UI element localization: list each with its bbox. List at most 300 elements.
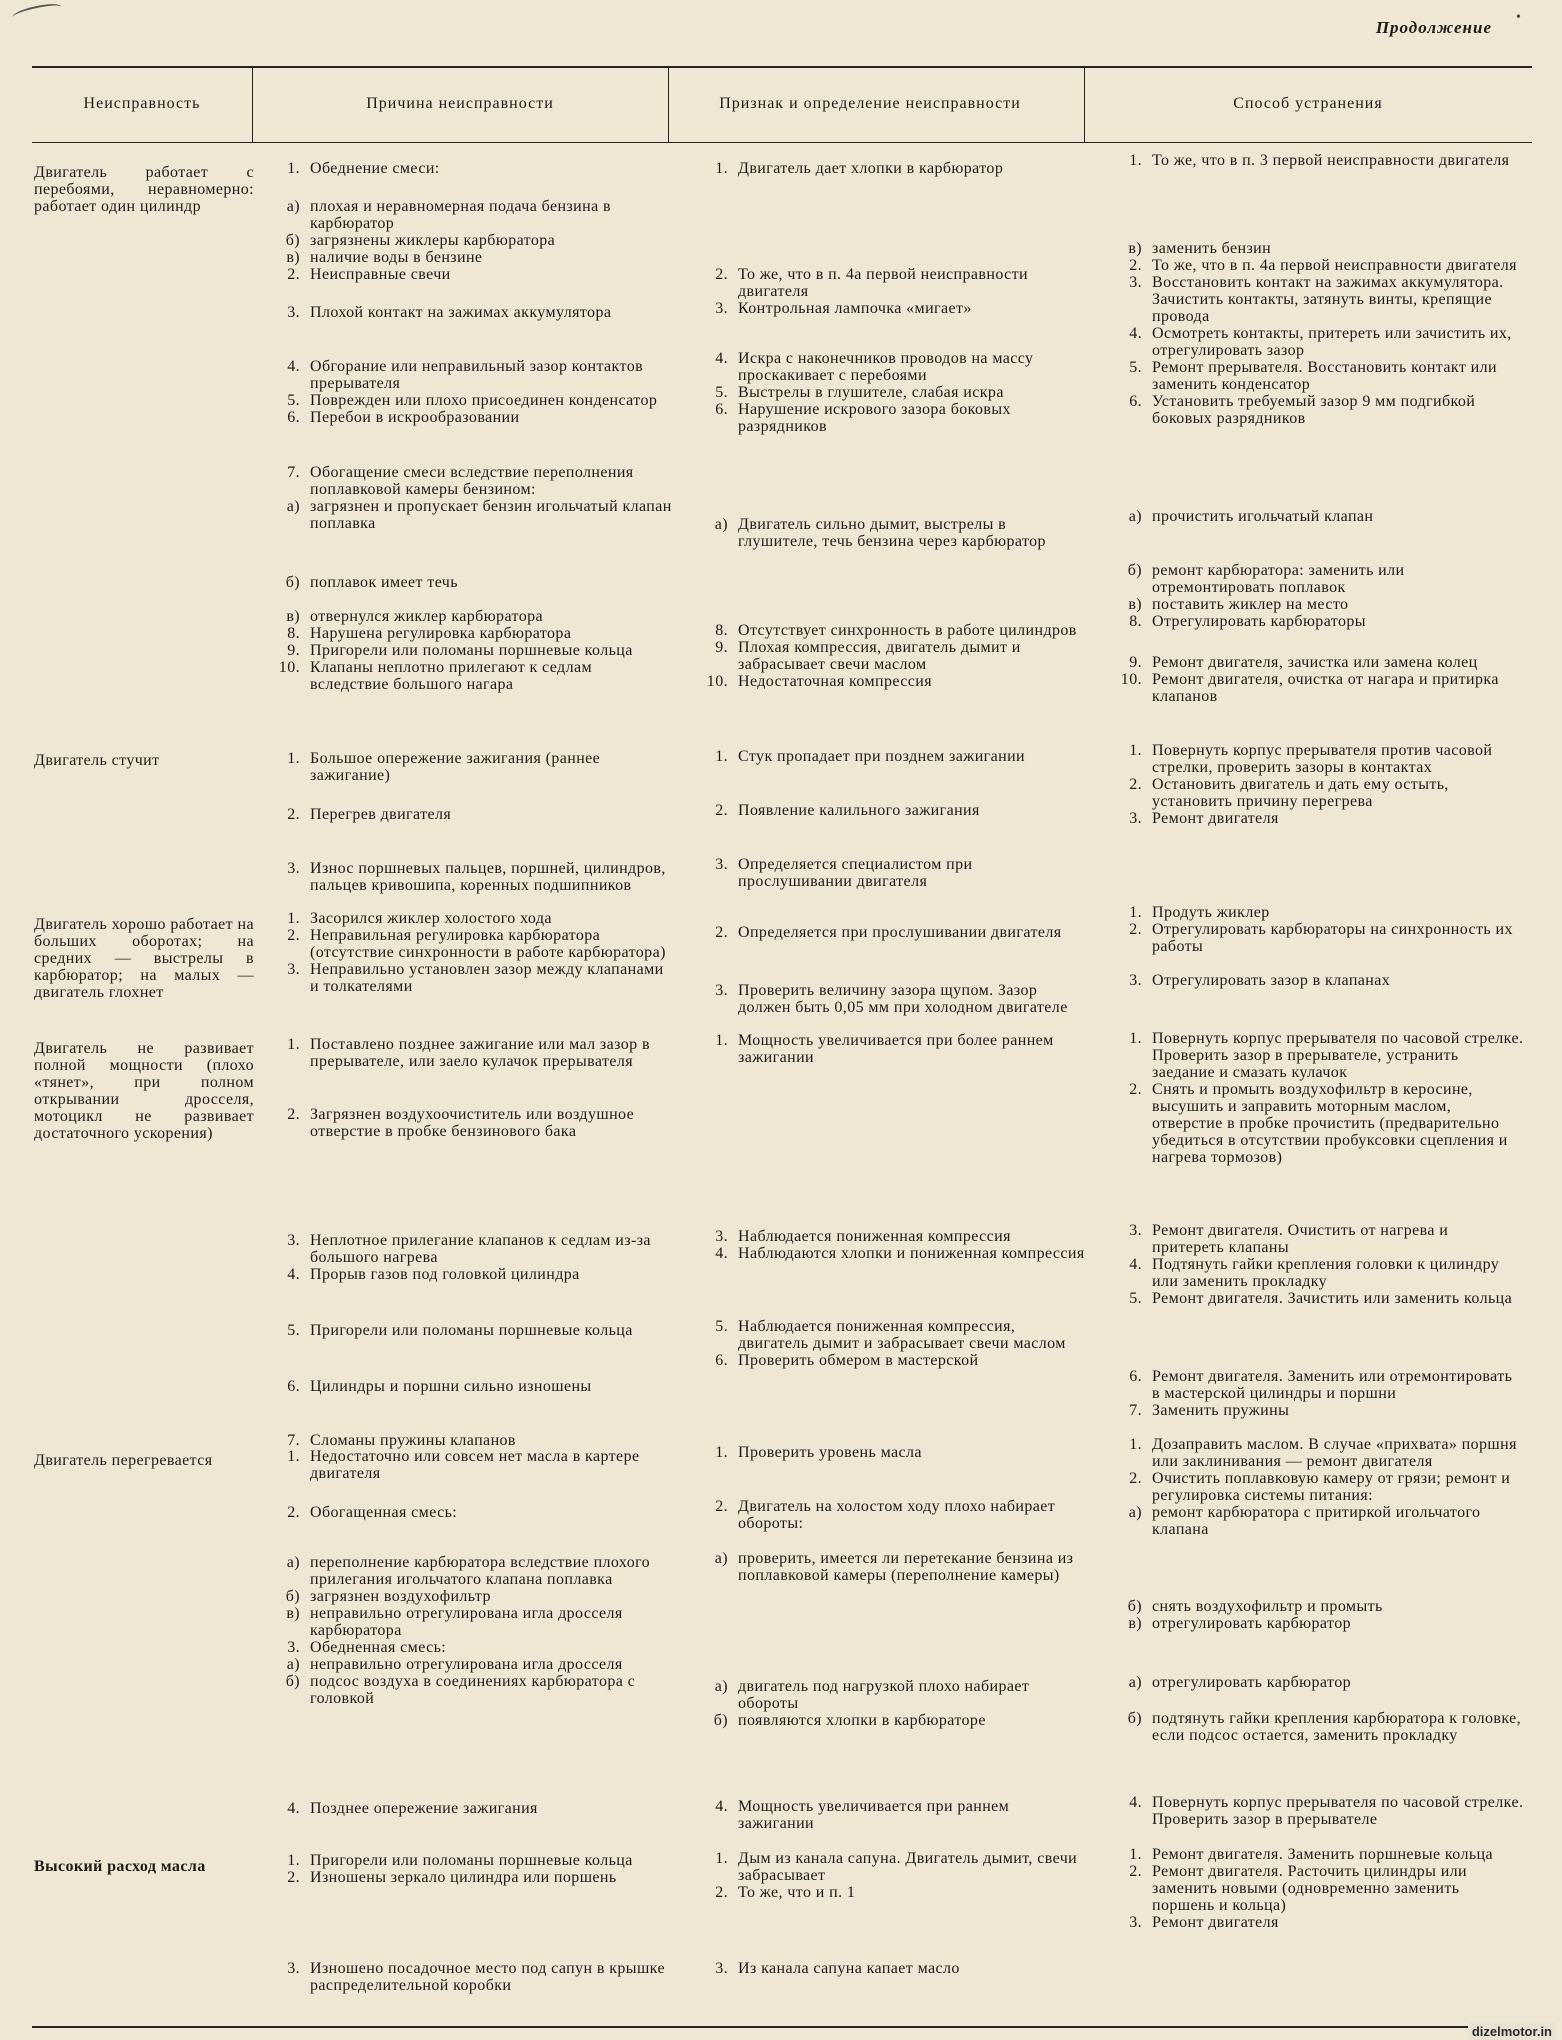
item-text: Нарушение искрового зазора боковых разрядников xyxy=(738,401,1011,435)
item-text: Выстрелы в глушителе, слабая искра xyxy=(738,384,1004,401)
item-number: 3. xyxy=(287,1960,300,1977)
cause-item xyxy=(262,806,674,823)
item-number: 2. xyxy=(715,924,728,941)
item-number: 1. xyxy=(1129,1846,1142,1863)
sign-item xyxy=(690,160,1088,177)
item-text: Позднее опережение зажигания xyxy=(310,1800,538,1817)
item-number: а) xyxy=(714,1550,728,1567)
cause-item xyxy=(262,1639,674,1656)
sign-cell xyxy=(690,350,1088,435)
cause-item xyxy=(262,750,674,784)
cause-item xyxy=(262,1869,674,1886)
cause-item xyxy=(262,1322,674,1339)
item-text: Перебои в искрообразовании xyxy=(310,409,520,426)
item-text: Ремонт двигателя. Расточить цилиндры или заменить новыми (одновременно заменить поршень и кольца) xyxy=(1152,1863,1468,1914)
item-text: Стук пропадает при позднем зажигании xyxy=(738,748,1026,765)
item-text: Ремонт двигателя, зачистка или замена колец xyxy=(1152,654,1478,671)
cause-item xyxy=(262,1673,674,1707)
cause-cell xyxy=(262,1554,674,1707)
cause-item xyxy=(262,1036,674,1070)
item-text: Наблюдается пониженная компрессия xyxy=(738,1228,1011,1245)
cause-item xyxy=(262,266,674,283)
fault-text: Двигатель работает с перебоями, неравномерно: работает один цилиндр xyxy=(34,164,254,215)
fix-item xyxy=(1104,1402,1524,1419)
item-text: Сломаны пружины клапанов xyxy=(310,1432,516,1449)
fix-item xyxy=(1104,1030,1524,1081)
sign-cell xyxy=(690,924,1088,941)
item-text: Плохая компрессия, двигатель дымит и забрасывает свечи маслом xyxy=(738,639,1021,673)
item-number: 1. xyxy=(1129,1030,1142,1047)
item-number: 1. xyxy=(1129,742,1142,759)
cause-item xyxy=(262,1605,674,1639)
sign-item xyxy=(690,639,1088,673)
item-number: 3. xyxy=(715,856,728,873)
cause-item xyxy=(262,1232,674,1266)
item-text: Большое опережение зажигания (раннее зажигание) xyxy=(310,750,601,784)
item-number: 1. xyxy=(287,910,300,927)
item-number: 1. xyxy=(287,1448,300,1465)
fix-item xyxy=(1104,613,1524,630)
cause-cell xyxy=(262,358,674,426)
fix-item xyxy=(1104,325,1524,359)
item-number: 1. xyxy=(1129,1436,1142,1453)
item-text: Определяется при прослушивании двигателя xyxy=(738,924,1062,941)
fix-item xyxy=(1104,921,1524,955)
fix-item xyxy=(1104,1504,1524,1538)
item-text: Очистить поплавковую камеру от грязи; ремонт и регулировка системы питания: xyxy=(1152,1470,1511,1504)
sign-item xyxy=(690,1228,1088,1245)
fix-cell xyxy=(1104,1674,1524,1691)
item-text: подтянуть гайки крепления карбюратора к головке, если подсос остается, заменить прокладку xyxy=(1152,1710,1522,1744)
cause-cell xyxy=(262,1504,674,1521)
fix-cell xyxy=(1104,654,1524,705)
cause-cell xyxy=(262,1432,674,1449)
item-text: Двигатель сильно дымит, выстрелы в глушителе, течь бензина через карбюратор xyxy=(738,516,1046,550)
item-number: 6. xyxy=(1129,393,1142,410)
cause-item xyxy=(262,198,674,232)
cause-item xyxy=(262,1378,674,1395)
item-text: Поврежден или плохо присоединен конденсатор xyxy=(310,392,658,409)
sign-item xyxy=(690,350,1088,384)
fault-cell xyxy=(34,1040,254,1142)
fix-item xyxy=(1104,1436,1524,1470)
fix-cell xyxy=(1104,508,1524,525)
fix-cell xyxy=(1104,1598,1524,1632)
item-text: Подтянуть гайки крепления головки к цилиндру или заменить прокладку xyxy=(1152,1256,1500,1290)
item-number: 5. xyxy=(287,392,300,409)
item-number: 3. xyxy=(287,961,300,978)
item-number: 9. xyxy=(715,639,728,656)
item-text: заменить бензин xyxy=(1152,240,1272,257)
item-number: 3. xyxy=(715,1960,728,1977)
fault-cell xyxy=(34,752,254,769)
item-number: 4. xyxy=(1129,325,1142,342)
item-text: Ремонт двигателя. Заменить или отремонтировать в мастерской цилиндры и поршни xyxy=(1152,1368,1513,1402)
item-text: снять воздухофильтр и промыть xyxy=(1152,1598,1383,1615)
item-number: 2. xyxy=(1129,921,1142,938)
item-number: 3. xyxy=(287,1639,300,1656)
fault-text: Высокий расход масла xyxy=(34,1858,206,1875)
item-number: 2. xyxy=(287,1504,300,1521)
item-number: б) xyxy=(285,1588,300,1605)
item-text: Неправильно установлен зазор между клапанами и толкателями xyxy=(310,961,664,995)
item-number: в) xyxy=(286,249,300,266)
sign-item xyxy=(690,266,1088,300)
cause-item xyxy=(262,574,674,591)
fix-cell xyxy=(1104,240,1524,427)
fix-item xyxy=(1104,1863,1524,1914)
item-text: ремонт карбюратора: заменить или отремонтировать поплавок xyxy=(1152,562,1405,596)
item-number: 2. xyxy=(715,1498,728,1515)
item-number: в) xyxy=(1128,596,1142,613)
item-text: Отсутствует синхронность в работе цилиндров xyxy=(738,622,1077,639)
sign-cell xyxy=(690,1032,1088,1066)
item-text: Пригорели или поломаны поршневые кольца xyxy=(310,1852,633,1869)
sign-cell xyxy=(690,1960,1088,1977)
cause-item xyxy=(262,160,674,177)
cause-cell xyxy=(262,1852,674,1886)
item-text: То же, что и п. 1 xyxy=(738,1884,856,1901)
item-number: 1. xyxy=(287,750,300,767)
sign-item xyxy=(690,856,1088,890)
item-text: Изношено посадочное место под сапун в крышке распределительной коробки xyxy=(310,1960,665,1994)
fix-item xyxy=(1104,596,1524,613)
item-text: Появление калильного зажигания xyxy=(738,802,980,819)
item-number: 9. xyxy=(287,642,300,659)
cause-item xyxy=(262,358,674,392)
sign-item xyxy=(690,1444,1088,1461)
cause-item xyxy=(262,1588,674,1605)
item-number: 6. xyxy=(1129,1368,1142,1385)
fix-cell xyxy=(1104,972,1524,989)
sign-item xyxy=(690,384,1088,401)
item-text: Контрольная лампочка «мигает» xyxy=(738,300,972,317)
sign-item xyxy=(690,673,1088,690)
fix-item xyxy=(1104,1222,1524,1256)
fault-cell xyxy=(34,1452,254,1469)
fix-cell xyxy=(1104,1368,1524,1419)
sign-item xyxy=(690,982,1088,1016)
item-text: Остановить двигатель и дать ему остыть, установить причину перегрева xyxy=(1152,776,1449,810)
cause-item xyxy=(262,464,674,498)
item-text: Отрегулировать карбюраторы xyxy=(1152,613,1366,630)
item-number: в) xyxy=(1128,240,1142,257)
item-text: загрязнен воздухофильтр xyxy=(310,1588,491,1605)
sign-cell xyxy=(690,160,1088,177)
fix-item xyxy=(1104,1081,1524,1166)
item-text: Изношены зеркало цилиндра или поршень xyxy=(310,1869,617,1886)
item-text: Повернуть корпус прерывателя по часовой стрелке. Проверить зазор в прерывателе, устранить заедание и смазать кулачок xyxy=(1152,1030,1524,1081)
item-text: Перегрев двигателя xyxy=(310,806,452,823)
column-divider-2 xyxy=(668,66,669,142)
item-text: ремонт карбюратора с притиркой игольчатого клапана xyxy=(1152,1504,1481,1538)
header-sign: Признак и определение неисправности xyxy=(719,95,1021,113)
item-text: Ремонт двигателя xyxy=(1152,810,1279,827)
cause-item xyxy=(262,1504,674,1521)
cause-item xyxy=(262,910,674,927)
fix-item xyxy=(1104,393,1524,427)
item-number: 7. xyxy=(1129,1402,1142,1419)
item-text: неправильно отрегулирована игла дросселя xyxy=(310,1656,623,1673)
sign-cell xyxy=(690,748,1088,765)
item-text: Дым из канала сапуна. Двигатель дымит, свечи забрасывает xyxy=(738,1850,1078,1884)
item-number: а) xyxy=(1128,1504,1142,1521)
sign-cell xyxy=(690,1498,1088,1532)
item-number: 1. xyxy=(287,1036,300,1053)
fix-item xyxy=(1104,1674,1524,1691)
sign-cell xyxy=(690,1678,1088,1729)
item-text: Отрегулировать карбюраторы на синхронность их работы xyxy=(1152,921,1513,955)
item-text: Двигатель дает хлопки в карбюратор xyxy=(738,160,1004,177)
item-text: поставить жиклер на место xyxy=(1152,596,1349,613)
item-text: Обгорание или неправильный зазор контактов прерывателя xyxy=(310,358,644,392)
item-number: 5. xyxy=(287,1322,300,1339)
item-text: Повернуть корпус прерывателя против часовой стрелки, проверить зазоры в контактах xyxy=(1152,742,1493,776)
cause-item xyxy=(262,1852,674,1869)
fix-item xyxy=(1104,152,1524,169)
item-number: 3. xyxy=(715,1228,728,1245)
fix-cell xyxy=(1104,1436,1524,1538)
fix-item xyxy=(1104,1470,1524,1504)
fix-cell xyxy=(1104,1030,1524,1166)
fault-cell xyxy=(34,916,254,1001)
sign-item xyxy=(690,1678,1088,1712)
fix-item xyxy=(1104,1615,1524,1632)
scan-corner-mark xyxy=(11,1,62,23)
item-number: в) xyxy=(1128,1615,1142,1632)
item-number: 4. xyxy=(287,358,300,375)
cause-cell xyxy=(262,160,674,177)
sign-cell xyxy=(690,1850,1088,1901)
sign-item xyxy=(690,401,1088,435)
sign-cell xyxy=(690,1798,1088,1832)
item-text: Наблюдается пониженная компрессия, двигатель дымит и забрасывает свечи маслом xyxy=(738,1318,1066,1352)
sign-item xyxy=(690,1032,1088,1066)
item-number: а) xyxy=(286,498,300,515)
item-text: Пригорели или поломаны поршневые кольца xyxy=(310,1322,633,1339)
item-text: Плохой контакт на зажимах аккумулятора xyxy=(310,304,612,321)
sign-cell xyxy=(690,1444,1088,1461)
item-number: 3. xyxy=(1129,274,1142,291)
fix-item xyxy=(1104,654,1524,671)
cause-cell xyxy=(262,1960,674,1994)
fault-text: Двигатель стучит xyxy=(34,752,160,769)
item-number: 3. xyxy=(715,300,728,317)
item-text: То же, что в п. 4а первой неисправности двигателя xyxy=(738,266,1028,300)
item-text: Искра с наконечников проводов на массу проскакивает с перебоями xyxy=(738,350,1034,384)
sign-item xyxy=(690,1352,1088,1369)
fix-cell xyxy=(1104,152,1524,169)
fault-cell xyxy=(34,1858,254,1875)
fix-item xyxy=(1104,240,1524,257)
item-text: То же, что в п. 4а первой неисправности двигателя xyxy=(1152,257,1517,274)
item-number: 2. xyxy=(287,266,300,283)
item-number: а) xyxy=(714,516,728,533)
item-text: Поставлено позднее зажигание или мал зазор в прерывателе, или заело кулачок прерывателя xyxy=(310,1036,650,1070)
cause-item xyxy=(262,625,674,642)
item-number: б) xyxy=(285,1673,300,1690)
item-text: Ремонт прерывателя. Восстановить контакт или заменить конденсатор xyxy=(1152,359,1497,393)
item-text: Износ поршневых пальцев, поршней, цилиндров, пальцев кривошипа, коренных подшипников xyxy=(310,860,666,894)
cause-item xyxy=(262,1432,674,1449)
item-text: Неправильная регулировка карбюратора (отсутствие синхронности в работе карбюратора) xyxy=(310,927,666,961)
fix-item xyxy=(1104,810,1524,827)
item-number: 10. xyxy=(1120,671,1142,688)
item-number: 6. xyxy=(287,409,300,426)
cause-cell xyxy=(262,860,674,894)
item-number: 1. xyxy=(287,1852,300,1869)
cause-cell xyxy=(262,806,674,823)
item-number: 2. xyxy=(287,1106,300,1123)
item-number: 5. xyxy=(715,1318,728,1335)
fix-item xyxy=(1104,1368,1524,1402)
item-number: 2. xyxy=(287,927,300,944)
fix-cell xyxy=(1104,1222,1524,1307)
fix-item xyxy=(1104,359,1524,393)
sign-item xyxy=(690,1318,1088,1352)
item-text: двигатель под нагрузкой плохо набирает обороты xyxy=(738,1678,1030,1712)
item-number: 5. xyxy=(715,384,728,401)
fix-cell xyxy=(1104,1794,1524,1828)
item-number: 2. xyxy=(1129,776,1142,793)
item-text: Наблюдаются хлопки и пониженная компрессия xyxy=(738,1245,1085,1262)
fix-item xyxy=(1104,776,1524,810)
item-number: 6. xyxy=(287,1378,300,1395)
cause-item xyxy=(262,1554,674,1588)
item-number: 2. xyxy=(287,806,300,823)
item-text: Ремонт двигателя, очистка от нагара и притирка клапанов xyxy=(1152,671,1499,705)
item-text: То же, что в п. 3 первой неисправности двигателя xyxy=(1152,152,1510,169)
item-number: б) xyxy=(1127,1598,1142,1615)
sign-item xyxy=(690,1245,1088,1262)
cause-item xyxy=(262,860,674,894)
sign-cell xyxy=(690,1318,1088,1369)
item-text: Мощность увеличивается при раннем зажигании xyxy=(738,1798,1010,1832)
fix-item xyxy=(1104,1290,1524,1307)
item-number: в) xyxy=(286,608,300,625)
fix-item xyxy=(1104,508,1524,525)
item-number: 7. xyxy=(287,464,300,481)
item-text: Неисправные свечи xyxy=(310,266,451,283)
cause-item xyxy=(262,642,674,659)
item-number: 4. xyxy=(715,350,728,367)
sign-item xyxy=(690,1550,1088,1584)
cause-item xyxy=(262,409,674,426)
cause-cell xyxy=(262,1036,674,1070)
item-number: 5. xyxy=(1129,1290,1142,1307)
cause-item xyxy=(262,249,674,266)
item-text: поплавок имеет течь xyxy=(310,574,458,591)
item-number: 2. xyxy=(287,1869,300,1886)
item-number: 2. xyxy=(1129,257,1142,274)
item-number: 4. xyxy=(1129,1794,1142,1811)
sign-item xyxy=(690,1498,1088,1532)
item-number: а) xyxy=(286,1656,300,1673)
fix-item xyxy=(1104,1710,1524,1744)
item-number: 4. xyxy=(1129,1256,1142,1273)
item-text: Обогащенная смесь: xyxy=(310,1504,458,1521)
item-text: прочистить игольчатый клапан xyxy=(1152,508,1374,525)
item-number: 1. xyxy=(715,160,728,177)
item-text: Цилиндры и поршни сильно изношены xyxy=(310,1378,592,1395)
item-text: подсос воздуха в соединениях карбюратора с головкой xyxy=(310,1673,636,1707)
item-number: 7. xyxy=(287,1432,300,1449)
item-number: 3. xyxy=(715,982,728,999)
cause-item xyxy=(262,608,674,625)
fault-cell xyxy=(34,164,254,215)
fix-cell xyxy=(1104,1710,1524,1744)
sign-item xyxy=(690,1798,1088,1832)
cause-cell xyxy=(262,1322,674,1339)
item-number: 2. xyxy=(715,802,728,819)
sign-cell xyxy=(690,982,1088,1016)
item-number: б) xyxy=(1127,562,1142,579)
item-number: 2. xyxy=(1129,1081,1142,1098)
sign-cell xyxy=(690,1550,1088,1584)
sign-item xyxy=(690,622,1088,639)
item-text: Обеднение смеси: xyxy=(310,160,440,177)
item-text: Проверить уровень масла xyxy=(738,1444,922,1461)
item-text: Недостаточно или совсем нет масла в картере двигателя xyxy=(310,1448,640,1482)
cause-cell xyxy=(262,198,674,283)
continuation-label: Продолжение xyxy=(1375,18,1492,37)
item-number: 8. xyxy=(287,625,300,642)
item-number: б) xyxy=(285,232,300,249)
item-text: Восстановить контакт на зажимах аккумулятора. Зачистить контакты, затянуть винты, крепящие провода xyxy=(1152,274,1504,325)
item-number: 2. xyxy=(715,266,728,283)
item-number: 6. xyxy=(715,1352,728,1369)
item-text: плохая и неравномерная подача бензина в карбюратор xyxy=(310,198,611,232)
fix-item xyxy=(1104,1914,1524,1931)
sign-item xyxy=(690,1712,1088,1729)
fix-item xyxy=(1104,562,1524,596)
item-text: Загрязнен воздухоочиститель или воздушное отверстие в пробке бензинового бака xyxy=(310,1106,635,1140)
cause-item xyxy=(262,659,674,693)
sign-cell xyxy=(690,802,1088,819)
item-number: б) xyxy=(713,1712,728,1729)
item-text: Неплотное прилегание клапанов к седлам из-за большого нагрева xyxy=(310,1232,651,1266)
fix-cell xyxy=(1104,562,1524,630)
item-number: 3. xyxy=(287,304,300,321)
sign-cell xyxy=(690,856,1088,890)
cause-item xyxy=(262,304,674,321)
sign-cell xyxy=(690,1228,1088,1262)
item-text: Продуть жиклер xyxy=(1152,904,1270,921)
cause-cell xyxy=(262,464,674,532)
item-text: Проверить величину зазора щупом. Зазор должен быть 0,05 мм при холодном двигателе xyxy=(738,982,1068,1016)
item-number: 5. xyxy=(1129,359,1142,376)
item-text: Ремонт двигателя. Очистить от нагрева и притереть клапаны xyxy=(1152,1222,1449,1256)
item-number: 4. xyxy=(287,1266,300,1283)
cause-cell xyxy=(262,1800,674,1817)
cause-item xyxy=(262,232,674,249)
fix-item xyxy=(1104,1598,1524,1615)
item-number: в) xyxy=(286,1605,300,1622)
fix-item xyxy=(1104,742,1524,776)
cause-cell xyxy=(262,304,674,321)
cause-cell xyxy=(262,910,674,995)
item-text: отрегулировать карбюратор xyxy=(1152,1674,1351,1691)
item-number: 1. xyxy=(715,1032,728,1049)
item-number: а) xyxy=(1128,508,1142,525)
item-text: переполнение карбюратора вследствие плохого прилегания игольчатого клапана поплавка xyxy=(310,1554,651,1588)
item-text: загрязнен и пропускает бензин игольчатый клапан поплавка xyxy=(310,498,672,532)
item-number: 9. xyxy=(1129,654,1142,671)
fault-text: Двигатель хорошо работает на больших оборотах; на средних — выстрелы в карбюратор; на малых — двигатель глохнет xyxy=(34,916,254,1001)
item-number: 2. xyxy=(1129,1863,1142,1880)
sign-item xyxy=(690,1960,1088,1977)
item-text: появляются хлопки в карбюраторе xyxy=(738,1712,986,1729)
